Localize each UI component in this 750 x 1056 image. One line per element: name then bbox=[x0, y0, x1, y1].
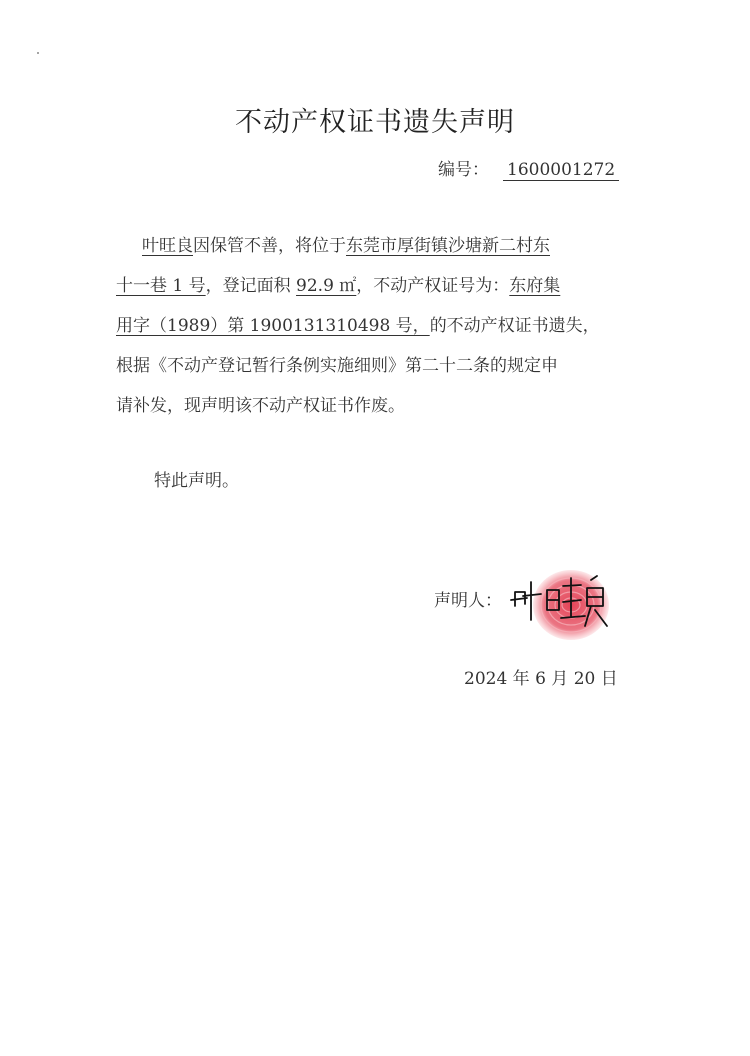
property-address: 东莞市厚街镇沙塘新二村东 bbox=[346, 236, 550, 256]
declarant-label: 声明人： bbox=[434, 591, 502, 611]
certificate-number-cont: 用字（1989）第 1900131310498 号， bbox=[116, 316, 430, 336]
property-address-cont: 十一巷 1 号 bbox=[116, 276, 206, 296]
registered-area: 92.9 ㎡ bbox=[296, 276, 357, 296]
body-line-1: 叶旺良因保管不善，将位于东莞市厚街镇沙塘新二村东 bbox=[142, 236, 550, 256]
owner-name: 叶旺良 bbox=[142, 236, 193, 256]
serial-value: 1600001272 bbox=[503, 160, 619, 181]
statement-body bbox=[116, 226, 646, 426]
handwritten-signature bbox=[505, 570, 615, 640]
body-line-5: 请补发，现声明该不动产权证书作废。 bbox=[116, 396, 405, 416]
body-line-3: 用字（1989）第 1900131310498 号，的不动产权证书遗失， bbox=[116, 316, 600, 336]
serial-label: 编号： bbox=[438, 160, 489, 180]
certificate-number: 东府集 bbox=[509, 276, 561, 296]
closing-statement: 特此声明。 bbox=[154, 471, 239, 491]
serial-number bbox=[438, 155, 619, 181]
body-line-2: 十一巷 1 号，登记面积 92.9 ㎡，不动产权证号为：东府集 bbox=[116, 276, 561, 296]
body-line-4: 根据《不动产登记暂行条例实施细则》第二十二条的规定申 bbox=[116, 356, 558, 376]
document-title: 不动产权证书遗失声明 bbox=[235, 107, 515, 138]
scan-speck bbox=[37, 52, 39, 54]
statement-date: 2024 年 6 月 20 日 bbox=[464, 669, 618, 689]
